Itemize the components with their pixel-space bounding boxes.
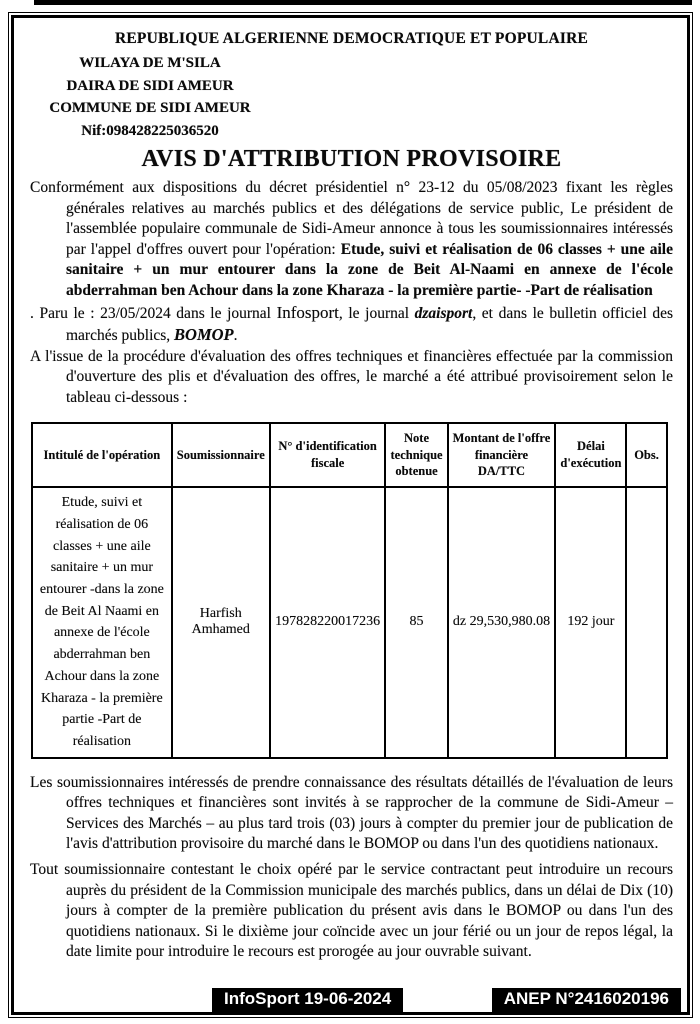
cell-soumissionnaire: Harfish Amhamed: [172, 487, 270, 757]
footer: [14, 988, 681, 1012]
table-header-row: [32, 423, 667, 488]
commune-line: COMMUNE DE SIDI AMEUR: [49, 100, 251, 116]
header-soumissionnaire: Soumissionnaire: [172, 423, 270, 488]
publication-text-3: , et dans le bulletin officiel des marchés publics,: [66, 304, 673, 345]
publication-text-2: , le journal: [338, 304, 415, 322]
table-row: [32, 487, 667, 757]
cell-obs: [626, 487, 666, 757]
inner-border-frame: [11, 15, 690, 1015]
cell-montant: dz 29,530,980.08: [448, 487, 556, 757]
bulletin-bomop: BOMOP: [174, 325, 234, 345]
journal-date-badge: InfoSport 19-06-2024: [212, 988, 403, 1012]
daira-line: DAIRA DE SIDI AMEUR: [66, 77, 234, 94]
operation-title-bold: Etude, suivi et réalisation de 06 classes + une aile sanitaire + un mur entourer dans la zone de Beit Al-Naami en annexe de l'école abderrahman ben Achour dans la zone Kharaza - la première partie- -Part de réalisation: [66, 240, 673, 300]
header-obs: Obs.: [626, 423, 666, 488]
outer-border-frame: [8, 12, 693, 1018]
cell-note-technique: 85: [385, 487, 447, 757]
publication-text-4: .: [233, 327, 238, 345]
wilaya-line: WILAYA DE M'SILA: [79, 55, 221, 71]
publication-text-1: . Paru le : 23/05/2024 dans le journal: [30, 304, 277, 322]
scan-edge-artifact: [34, 0, 692, 5]
intro-paragraph: [30, 178, 673, 302]
page-title: AVIS D'ATTRIBUTION PROVISOIRE: [141, 146, 562, 172]
journal-infosport: Infosport: [276, 302, 339, 322]
republic-heading: REPUBLIQUE ALGERIENNE DEMOCRATIQUE ET POPULAIRE: [114, 30, 589, 47]
header-nif: N° d'identification fiscale: [270, 423, 386, 488]
evaluation-paragraph: A l'issue de la procédure d'évaluation des offres techniques et financières effectuée par la commission d'ouverture des plis et d'évaluation des offres, le marché a été attribué provisoirement selon le tableau ci-dessous :: [30, 347, 673, 407]
nif-line: Nif:098428225036520: [81, 122, 219, 139]
publication-paragraph: [30, 302, 673, 347]
recours-notice-paragraph: Tout soumissionnaire contestant le choix opéré par le service contractant peut introduire un recours auprès du président de la Commission municipale des marchés publics, dans un délai de Dix (10) jours à compter de la première publication du présent avis dans le BOMOP ou dans l'un des quotidiens nationaux. Si le dixième jour coïncide avec un jour férié ou un jour de repos légal, la date limite pour introduire le recours est prorogée au jour ouvrable suivant.: [30, 861, 673, 961]
cell-delai: 192 jour: [555, 487, 626, 757]
header-operation: Intitulé de l'opération: [32, 423, 172, 488]
header-montant: Montant de l'offre financière DA/TTC: [448, 423, 556, 488]
anep-number-badge: ANEP N°2416020196: [492, 988, 681, 1012]
cell-nif: 197828220017236: [270, 487, 386, 757]
award-table: [31, 422, 668, 759]
cell-operation: Etude, suivi et réalisation de 06 classes + une aile sanitaire + un mur entourer -dans la zone de Beit Al Naami en annexe de l'école abderrahman ben Achour dans la zone Kharaza - la première partie -Part de réalisation: [32, 487, 172, 757]
resultats-notice-paragraph: Les soumissionnaires intéressés de prendre connaissance des résultats détaillés de l'évaluation de leurs offres techniques et financières sont invités à se rapprocher de la commune de Sidi-Ameur – Services des Marchés – au plus tard trois (03) jours à compter du premier jour de publication de l'avis d'attribution provisoire du marché dans le BOMOP ou dans l'un des quotidiens nationaux.: [30, 773, 673, 853]
journal-dzaisport: dzaisport: [414, 304, 473, 322]
issuing-authority-block: [30, 52, 270, 142]
header-delai: Délai d'exécution: [555, 423, 626, 488]
header-note-technique: Note technique obtenue: [385, 423, 447, 488]
intro-normal-text: Conformément aux dispositions du décret présidentiel n° 23-12 du 05/08/2023 fixant les règles générales relatives au marchés publics et des délégations de service public, Le président de l'assemblée populaire communale de Sidi-Ameur annonce à tous les soumissionnaires intéressés par l'appel d'offres ouvert pour l'opération:: [30, 179, 673, 258]
